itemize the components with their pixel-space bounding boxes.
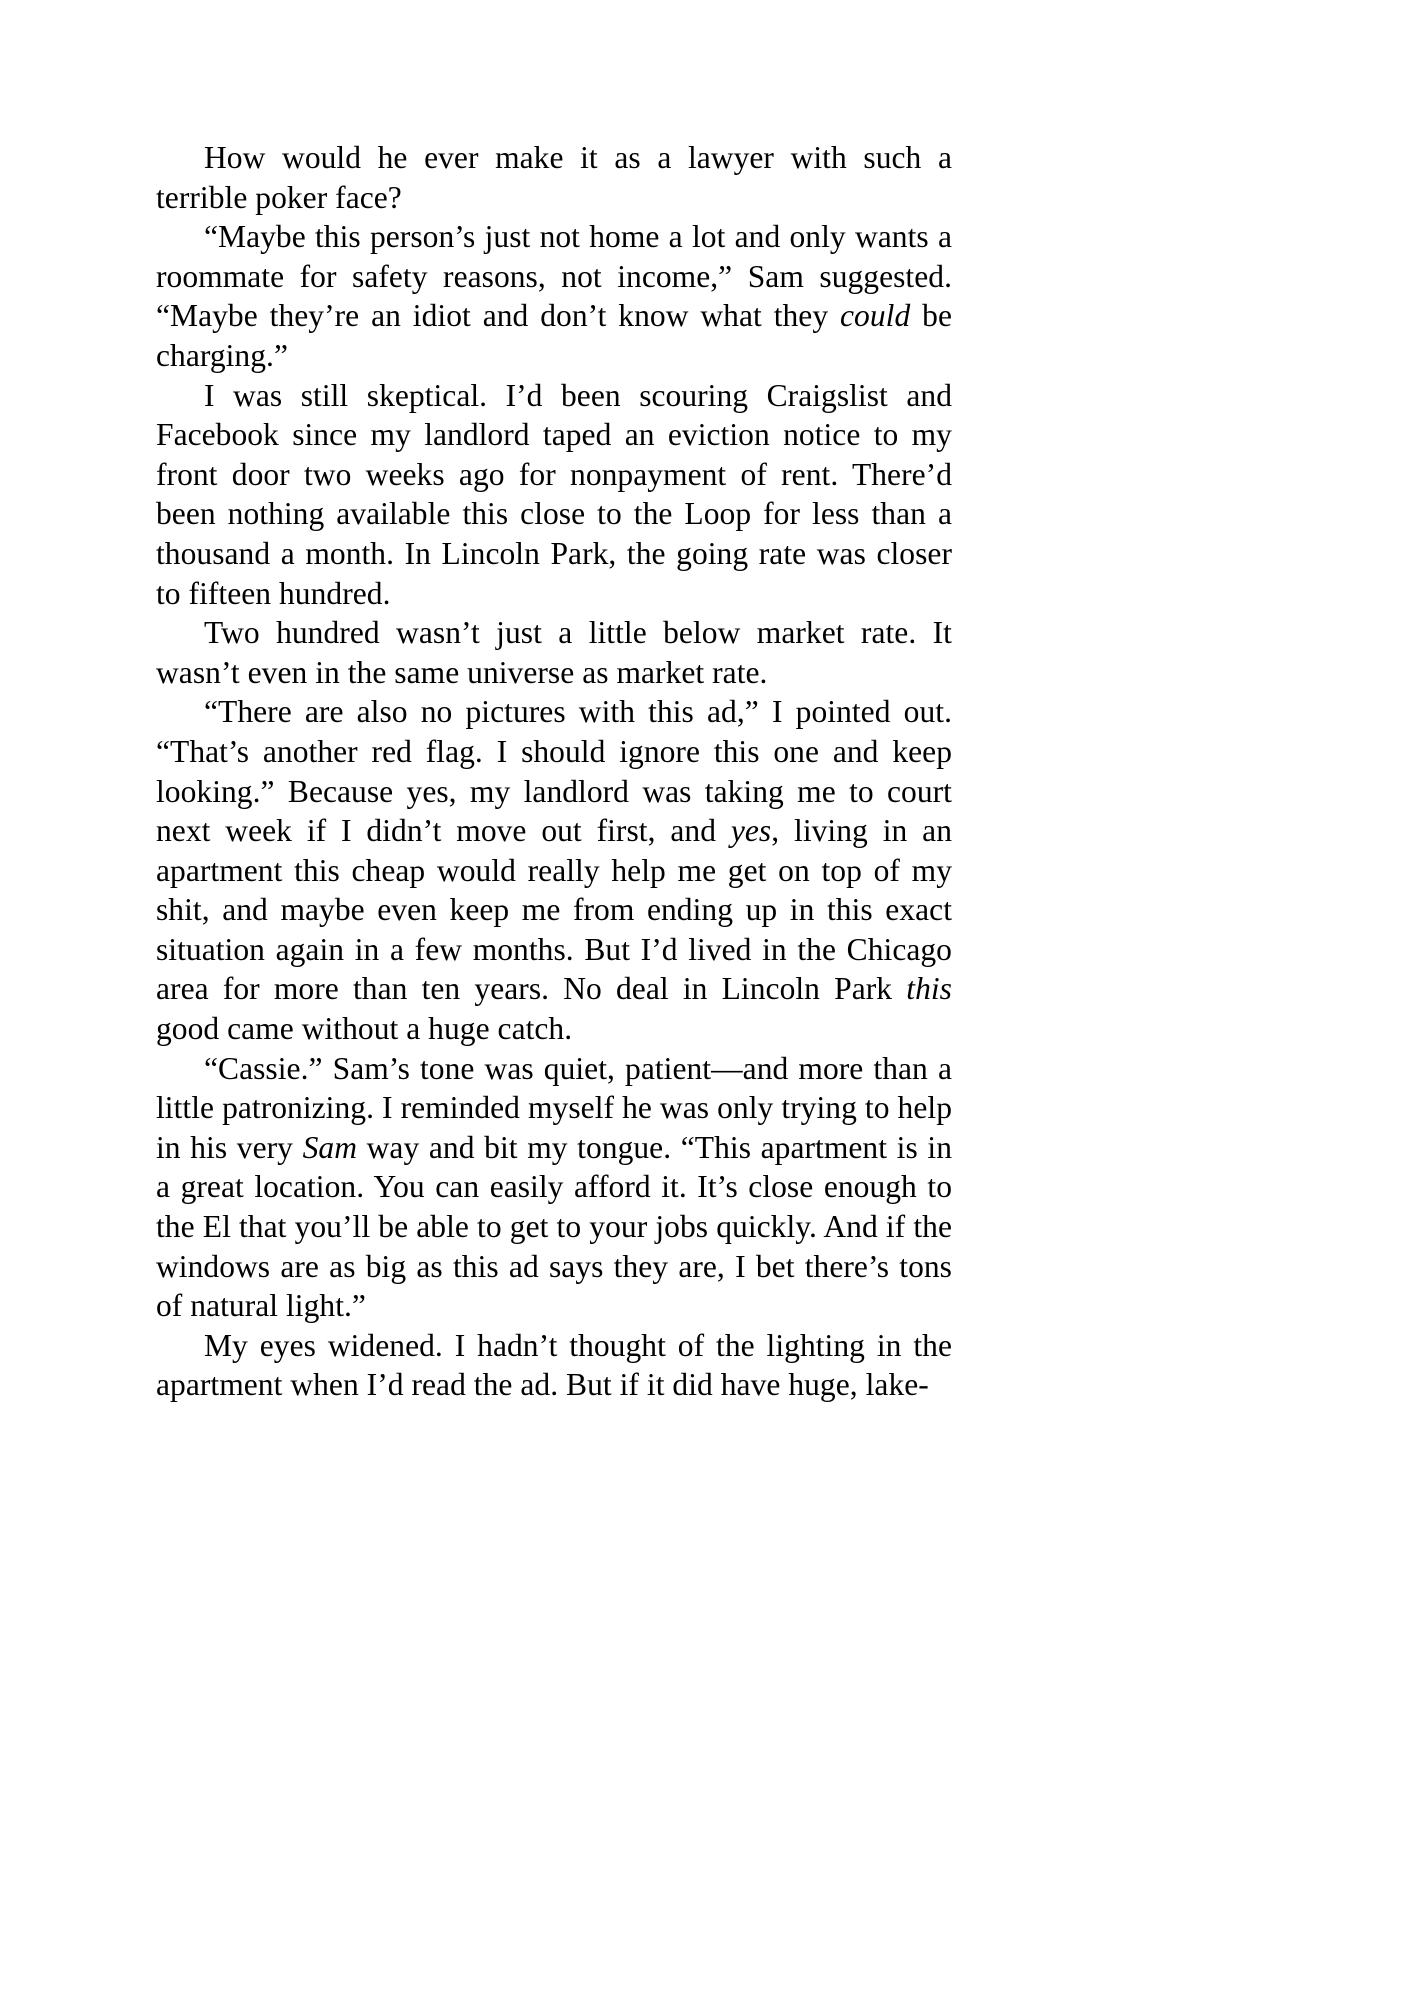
body-text: good came without a huge catch.	[156, 1011, 573, 1047]
page-text-block	[156, 138, 952, 1405]
body-text: My eyes widened. I hadn’t thought of the lighting in the apartment when I’d read the ad. But if it did have huge, lake-	[156, 1327, 952, 1403]
body-text: Two hundred wasn’t just a little below market rate. It wasn’t even in the same universe as market rate.	[156, 615, 952, 690]
body-text: How would he ever make it as a lawyer with such a terrible poker face?	[156, 140, 952, 215]
body-text: be charging.”	[156, 298, 952, 373]
paragraph	[156, 613, 952, 692]
paragraph	[156, 1049, 952, 1326]
body-text: , living in an apartment this cheap would really help me get on top of my shit, and maybe even keep me from ending up in this exact situation again in a few months. But I’d lived in the Chicago area for more than ten years. No deal in Lincoln Park	[156, 813, 952, 1007]
emphasis-text: Sam	[302, 1129, 357, 1165]
body-text: “Cassie.” Sam’s tone was quiet, patient—and more than a little patronizing. I reminded myself he was only trying to help in his very	[156, 1050, 952, 1165]
paragraph	[156, 376, 952, 614]
emphasis-text: this	[906, 971, 952, 1007]
paragraph	[156, 217, 952, 375]
emphasis-text: could	[840, 298, 911, 334]
body-text: “Maybe this person’s just not home a lot and only wants a roommate for safety reasons, not income,” Sam suggested. “Maybe they’re an idiot and don’t know what they	[156, 219, 952, 334]
paragraph	[156, 138, 952, 217]
paragraph	[156, 692, 952, 1048]
paragraph	[156, 1326, 952, 1405]
body-text: way and bit my tongue. “This apartment is in a great location. You can easily afford it. It’s close enough to the El that you’ll be able to get to your jobs quickly. And if the windows are as big as this ad says they are, I bet there’s tons of natural light.”	[156, 1129, 952, 1324]
body-text: “There are also no pictures with this ad,” I pointed out. “That’s another red flag. I should ignore this one and keep looking.” Because yes, my landlord was taking me to court next week if I didn’t move out first, and	[156, 694, 952, 849]
emphasis-text: yes	[730, 813, 772, 849]
body-text: I was still skeptical. I’d been scouring Craigslist and Facebook since my landlord taped an eviction notice to my front door two weeks ago for nonpayment of rent. There’d been nothing available this close to the Loop for less than a thousand a month. In Lincoln Park, the going rate was closer to fifteen hundred.	[156, 377, 952, 611]
